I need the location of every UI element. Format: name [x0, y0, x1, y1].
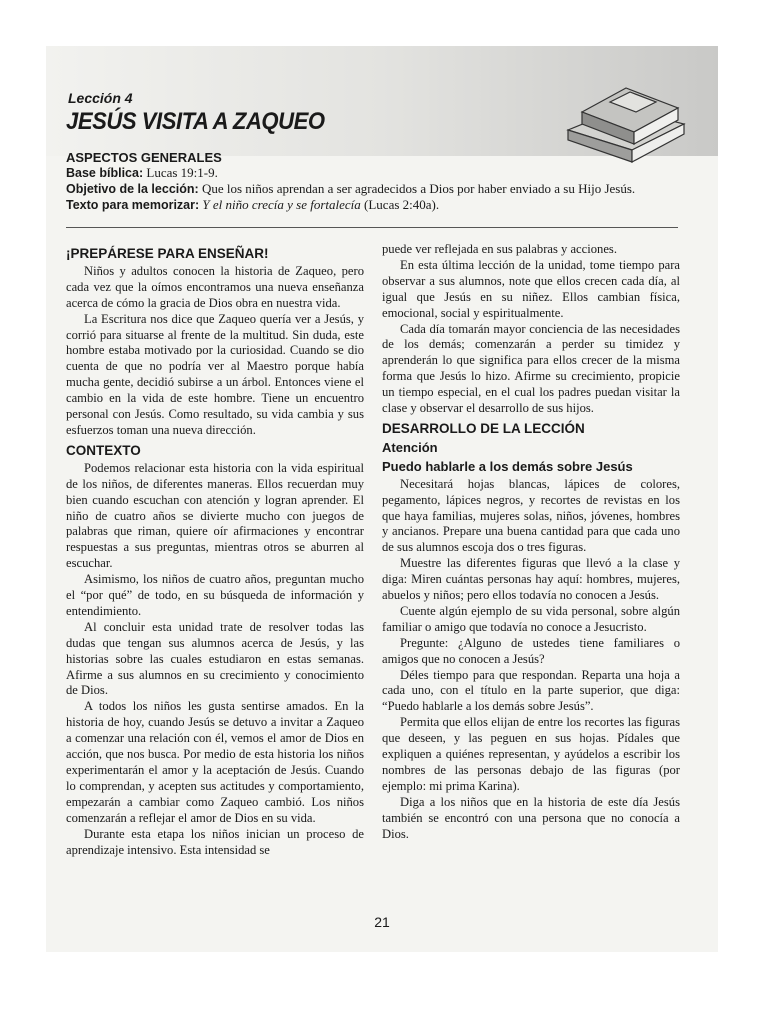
general-heading: ASPECTOS GENERALES	[66, 150, 222, 165]
paragraph: Podemos relacionar esta historia con la vida espiritual de los niños, de diferentes maneras. Ellos recuerdan muy bien cuando escuchan con atención y logran aprender. El niño de cuatro años se divierte mucho con juegos de palabras que riman, quiere oír afirmaciones y encontrar respuestas a sus preguntas, mientras otros se aburren al escuchar.	[66, 460, 364, 571]
objective-label: Objetivo de la lección:	[66, 182, 199, 196]
paragraph: Asimismo, los niños de cuatro años, preguntan mucho el “por qué” de todo, en su búsqueda de información y entendimiento.	[66, 572, 364, 618]
biblical-base-label: Base bíblica:	[66, 166, 144, 180]
paragraph: Cada día tomarán mayor conciencia de las necesidades de los demás; comenzarán a perder su timidez y aprenderán lo que significa para ellos crecer de la misma forma que Jesús lo hizo. Afirme su crecimiento, propicie un tiempo especial, en el cual los padres puedan visitar la clase y observar el desarrollo de sus hijos.	[382, 321, 680, 416]
paragraph: Pregunte: ¿Alguno de ustedes tiene familiares o amigos que no conocen a Jesús?	[382, 635, 680, 666]
paragraph: Necesitará hojas blancas, lápices de colores, pegamento, lápices negros, y recortes de revistas en los que haya familias, mujeres solas, niños, jóvenes, hombres y ancianos. Prepare una buena cantidad para que cada uno de sus alumnos escoja dos o tres figuras.	[382, 476, 680, 555]
paragraph: Permita que ellos elijan de entre los recortes las figuras que deseen, y las peguen en sus hojas. Pídales que expliquen a quiénes representan, y ayúdelos a escribir los nombres de las personas debajo de las figuras (por ejemplo: mi prima Karina).	[382, 715, 680, 793]
memory-verse-text: Y el niño crecía y se fortalecía	[202, 197, 361, 212]
left-column	[66, 242, 364, 858]
paragraph: La Escritura nos dice que Zaqueo quería ver a Jesús, y corrió para situarse al frente de la multitud. Sin duda, este hombre estaba motivado por la curiosidad. Cuando se dio cuenta de que no podría ver al Maestro porque había mucha gente, decidió subirse a un árbol. Entonces viene el cambio en la vida de este hombre. Tiene un encuentro personal con Jesús. Como resultado, su vida cambia y sus esfuerzos toman una nueva dirección.	[66, 311, 364, 437]
paragraph: En esta última lección de la unidad, tome tiempo para observar a sus alumnos, note que ellos crecen cada día, al igual que Jesús en su niñez. Ellos cambian física, emocional, social y espiritualmente.	[382, 257, 680, 320]
biblical-base-value: Lucas 19:1-9.	[146, 165, 218, 180]
paragraph: Cuente algún ejemplo de su vida personal, sobre algún familiar o amigo que todavía no conoce a Jesucristo.	[382, 603, 680, 634]
lesson-title: JESÚS VISITA A ZAQUEO	[66, 108, 325, 135]
paragraph: Al concluir esta unidad trate de resolver todas las dudas que tengan sus alumnos acerca de Jesús, y las historias sobre las cuales estudiaron en estas semanas. Afirme a sus alumnos en su crecimiento y conocimiento de Dios.	[66, 619, 364, 698]
prepare-heading: ¡PREPÁRESE PARA ENSEÑAR!	[66, 246, 269, 261]
paragraph: A todos los niños les gusta sentirse amados. En la historia de hoy, cuando Jesús se detuvo a invitar a Zaqueo a comenzar una relación con él, vemos el amor de Dios en acción, que nos busca. Por medio de esta historia los niños experimentarán el amor y la aceptación de Jesús. Cuando lo comprendan, y acepten sus actitudes y comportamiento, empezarán a cambiar como Zaqueo cambió. Los niños comenzarán a reflejar el amor de Dios en su vida.	[66, 699, 364, 825]
objective-value: Que los niños aprendan a ser agradecidos a Dios por haber enviado a su Hijo Jesús.	[201, 181, 636, 196]
right-column	[382, 242, 680, 843]
paragraph: puede ver reflejada en sus palabras y acciones.	[382, 242, 617, 256]
paragraph: Niños y adultos conocen la historia de Zaqueo, pero cada vez que la oímos encontramos una nueva enseñanza acerca de cómo la gracia de Dios obra en nuestra vida.	[66, 263, 364, 310]
lesson-objective	[66, 181, 676, 197]
development-heading: DESARROLLO DE LA LECCIÓN	[382, 420, 585, 436]
document-page	[46, 46, 718, 952]
memory-verse-label: Texto para memorizar:	[66, 198, 200, 212]
divider	[66, 227, 678, 228]
paragraph: Durante esta etapa los niños inician un proceso de aprendizaje intensivo. Esta intensidad se	[66, 826, 364, 857]
memory-verse	[66, 197, 676, 213]
context-heading: CONTEXTO	[66, 442, 141, 458]
memory-verse-ref: (Lucas 2:40a).	[364, 197, 440, 212]
paragraph: Muestre las diferentes figuras que llevó a la clase y diga: Miren cuántas personas hay aquí: hombres, mujeres, abuelos y niños; pero ellos todavía no conocen a Jesús.	[382, 556, 680, 603]
attention-heading: Atención	[382, 439, 438, 455]
page-number: 21	[374, 914, 390, 930]
paragraph: Diga a los niños que en la historia de este día Jesús también se encontró con una persona que no conocía a Dios.	[382, 794, 680, 841]
paragraph: Déles tiempo para que respondan. Reparta una hoja a cada uno, con el título en la parte superior, que diga: “Puedo hablarle a los demás sobre Jesús”.	[382, 667, 680, 714]
lesson-number: Lección 4	[68, 90, 133, 106]
activity-heading: Puedo hablarle a los demás sobre Jesús	[382, 458, 633, 474]
general-aspects	[66, 150, 676, 213]
biblical-base	[66, 165, 676, 181]
